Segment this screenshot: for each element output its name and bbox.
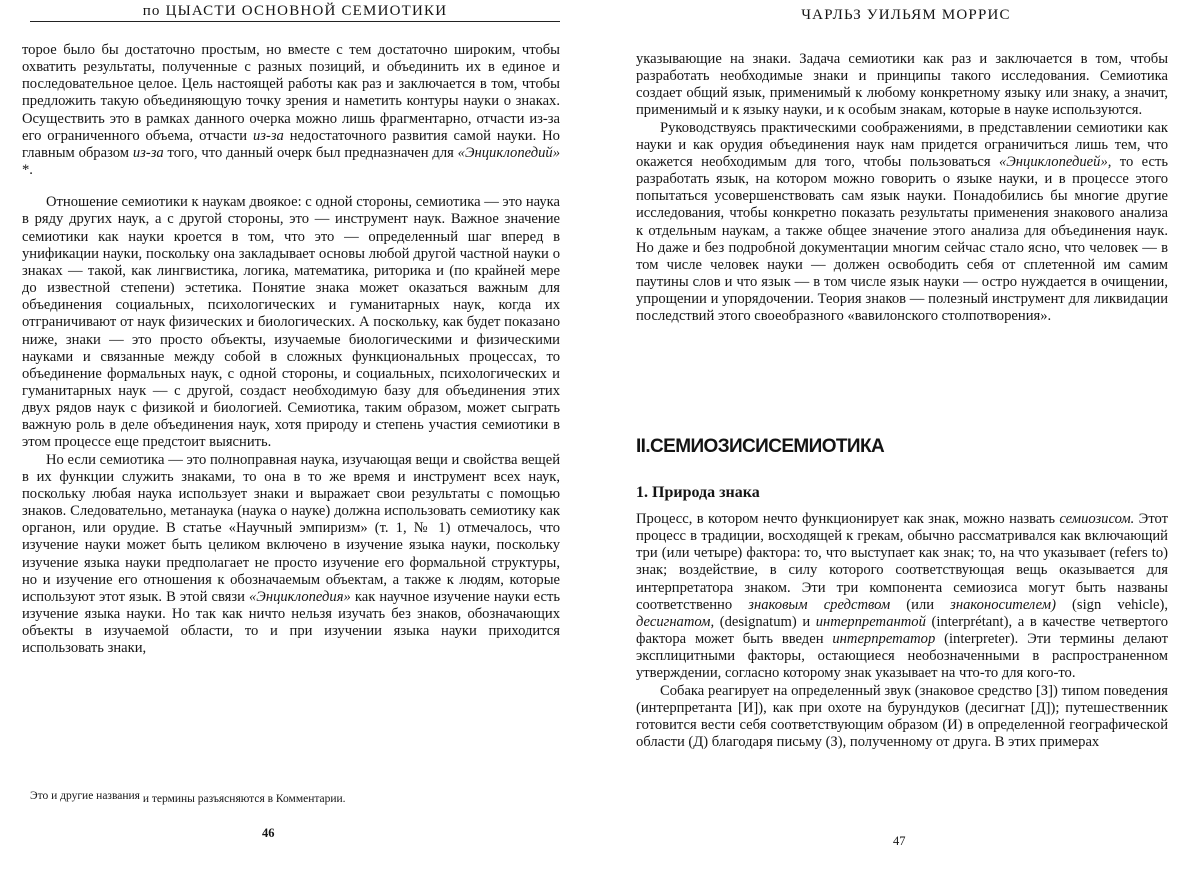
right-bottom-paragraph [636,511,1168,683]
running-head-right: ЧАРЛЬЗ УИЛЬЯМ МОРРИС [801,7,1011,23]
text-run: (interprétant), а в качестве четвертого фактора может быть введен [636,613,1168,648]
left-paragraph [22,194,560,451]
footnote-text-part1: Это и другие названия [30,790,140,802]
italic-term: интерпретантой [815,613,926,630]
left-body-text [22,42,560,657]
right-body-text-top [636,51,1168,326]
italic-term: знаковым средством [748,596,891,613]
text-run: (interpreter). Эти термины делают эксплицитными факторы, остающиеся необозначенными в распространенном утверждении, согласно которому знак указывает на что-то для кого-то. [636,631,1168,682]
text-run: как научное изучение науки есть изучение языка науки. Но так как ничто нельзя изучать без знаков, обозначающих объекты в изучаемой области, то и при изучении языка науки приходится использовать знаки, [22,588,561,657]
left-paragraph [22,42,560,179]
text-run: торое было бы достаточно простым, но вместе с тем достаточно широким, чтобы охватить результаты, полученные с разных позиций, и объединить их в единое и последовательное целое. Цель настоящей работы как раз и заключается в том, чтобы предложить такую объединяющую точку зрения и наметить контуры науки о знаках. Осуществить это в рамках данного очерка можно лишь фрагментарно, отчасти из-за его ограниченного объема, отчасти [22,42,560,144]
italic-term: «Энциклопедий» [457,144,560,161]
italic-term: из-за [132,144,164,161]
text-run: (sign vehicle), [1055,596,1168,613]
chapter-title: II.СЕМИОЗИСИСЕМИОТИКА [636,436,885,457]
italic-term: знаконосителем) [950,596,1056,613]
text-run: указывающие на знаки. Задача семиотики как раз и заключается в том, чтобы разработать необходимые знаки и принципы такого исследования. Семиотика создает общий язык, применимый к любому конкретному языку или знаку, а значит, применимый и к языку науки, и к особым знакам, которые в науке используются. [636,51,1168,119]
italic-term: семиозисом. [1059,511,1135,527]
text-run: того, что данный очерк был предназначен для [163,144,458,161]
italic-term: «Энциклопедией», [998,153,1112,170]
page-number-left: 46 [262,826,275,840]
running-head-left: по ЦЫАСТИ ОСНОВНОЙ СЕМИОТИКИ [30,3,560,22]
section-title: 1. Природа знака [636,484,760,501]
right-top-paragraph [636,120,1168,326]
right-body-text-bottom [636,511,1168,751]
text-run: (или [890,596,951,613]
text-run: Этот процесс в традиции, восходящей к грекам, обычно рассматривался как включающий три (или четыре) фактора: то, что выступает как знак; то, на что указывает (refers to) знак; воздействие, в силу которого соответствующая вещь оказывается для интерпретатора знаком. Эти три компонента семиозиса могут быть названы соответственно [636,511,1168,613]
text-run: Собака реагирует на определенный звук (знаковое средство [З]) типом поведения (интерпретанта [И]), как при охоте на бурундуков (десигнат [Д]); путешественник готовится вести себя соответствующим образом (И) в определенной географической области (Д) благодаря письму (З), полученному от друга. В этих примерах [636,682,1168,751]
italic-term: из-за [252,127,284,144]
italic-term: десигнатом, [636,613,715,630]
footnote-text-part2: и термины разъясняются в Комментарии. [142,793,346,805]
right-page [606,0,1200,872]
right-top-paragraph [636,51,1168,120]
footnote [30,790,346,805]
text-run: Процесс, в котором нечто функционирует как знак, можно назвать [636,511,1060,527]
page-number-right: 47 [893,834,906,848]
text-run: Отношение семиотики к наукам двоякое: с одной стороны, семиотика — это наука в ряду других наук, а с другой стороны, это — инструмент наук. Важное значение семиотики как науки кроется в том, что это — определенный шаг вперед в унификации науки, поскольку она закладывает основы любой другой частной науки о знаках — такой, как лингвистика, логика, математика, риторика и (по крайней мере до известной степени) эстетика. Понятие знака может оказаться важным для объединения социальных, психологических и гуманитарных наук, когда их отграничивают от наук физических и биологических. А поскольку, как будет показано ниже, знаки — это просто объекты, изучаемые биологическими и физическими науками и связанные между собой в сложных функциональных процессах, то объединение формальных наук, с одной стороны, и социальных, психологических и гуманитарных наук — с другой, создаст необходимую базу для объединения этих двух рядов наук с физикой и биологией. Семиотика, таким образом, может сыграть важную роль в деле объединения наук, хотя природу и степень участия семиотики в этом процессе еще предстоит выяснить. [22,194,561,451]
text-run: (designatum) и [714,613,816,630]
text-run: Руководствуясь практическими соображениями, в представлении семиотики как науки и как орудия объединения наук нам придется ограничиться лишь тем, что окажется необходимым для того, чтобы пользоваться [636,119,1168,170]
italic-term: интерпретатор [832,631,936,648]
right-bottom-paragraph [636,683,1168,752]
text-run: недостаточного развития самой науки. Но главным образом [22,127,560,161]
text-run: Но если семиотика — это полноправная наука, изучающая вещи и свойства вещей в их функции служить знаками, то она в то же время и инструмент всех наук, поскольку любая наука использует знаки и выражает свои результаты с помощью знаков. Следовательно, метанаука (наука о науке) должна использовать семиотику как органон, или орудие. В статье «Научный эмпиризм» (т. 1, № 1) отмечалось, что изучение науки может быть целиком включено в изучение языка науки, поскольку изучение языка науки предполагает не просто изучение его формальной структуры, но и изучение его отношения к обозначаемым объектам, а также к людям, которые используют этот язык. В этой связи [22,451,560,605]
text-run: то есть разработать язык, на котором можно говорить о языке науки, и в процессе этого попытаться усовершенствовать сам язык науки. Понадобились бы многие другие исследования, чтобы конкретно показать результаты применения знакового анализа к отдельным наукам, а также общее значение этого анализа для объединения наук. Но даже и без подробной документации многим сейчас стало ясно, что человек — в том числе человек науки — должен освободить себя от сплетенной им самим паутины слов и что язык — в том числе язык науки — остро нуждается в очищении, упрощении и упорядочении. Теория знаков — полезный инструмент для ликвидации последствий этого своеобразного «вавилонского столпотворения». [636,153,1168,325]
left-page [0,0,592,872]
left-paragraph [22,452,560,658]
text-run: *. [22,162,33,179]
italic-term: «Энциклопедия» [248,588,351,605]
